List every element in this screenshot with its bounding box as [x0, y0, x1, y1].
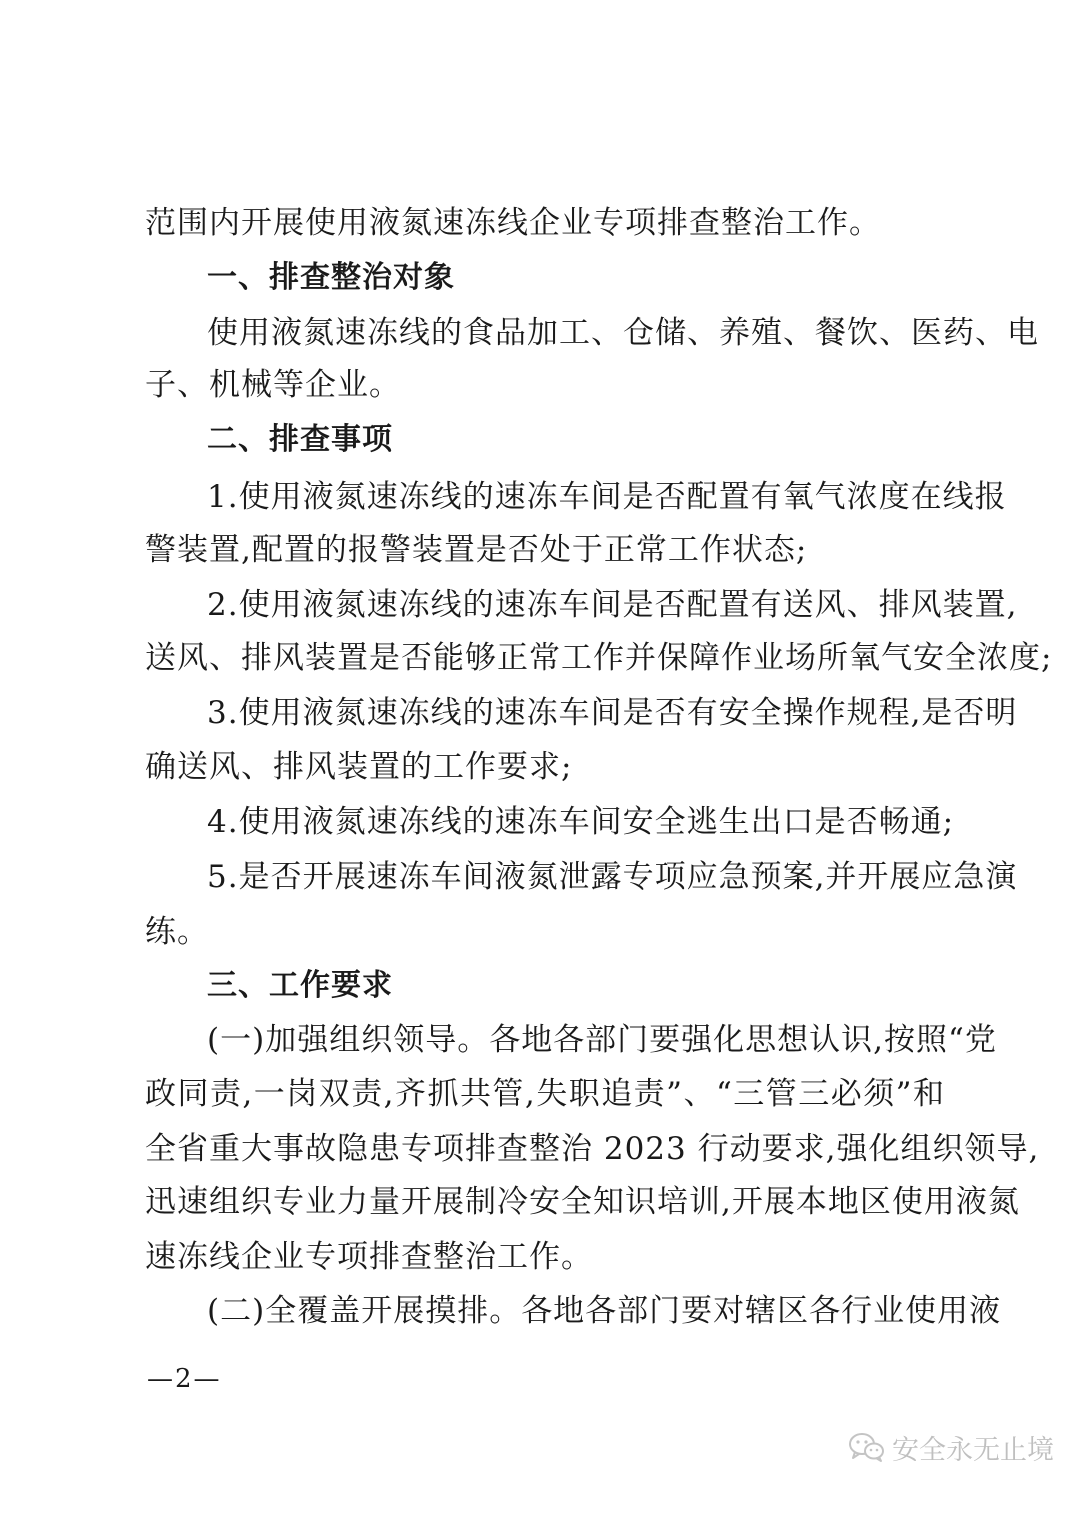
section-heading: 三、工作要求: [207, 968, 393, 1003]
text-line: 4.使用液氮速冻线的速冻车间安全逃生出口是否畅通;: [207, 804, 955, 840]
watermark: [848, 1425, 1058, 1469]
watermark-text: 安全永无止境: [892, 1434, 1054, 1466]
text-line: 全省重大事故隐患专项排查整治 2023 行动要求,强化组织领导,: [145, 1131, 1040, 1167]
page-number: —2—: [147, 1364, 222, 1394]
text-line: 速冻线企业专项排查整治工作。: [145, 1239, 593, 1275]
wechat-icon: [848, 1431, 886, 1463]
text-line: (一)加强组织领导。各地各部门要强化思想认识,按照“党: [207, 1022, 997, 1058]
text-line: 迅速组织专业力量开展制冷安全知识培训,开展本地区使用液氮: [145, 1184, 1020, 1220]
text-line: 子、机械等企业。: [145, 367, 401, 403]
text-line: 确送风、排风装置的工作要求;: [145, 749, 573, 785]
text-line: 警装置,配置的报警装置是否处于正常工作状态;: [145, 532, 808, 568]
text-line: 练。: [145, 914, 209, 950]
text-line: 政同责,一岗双责,齐抓共管,失职追责”、“三管三必须”和: [145, 1076, 945, 1112]
section-heading: 一、排查整治对象: [207, 260, 455, 295]
section-heading: 二、排查事项: [207, 422, 393, 457]
text-line: 3.使用液氮速冻线的速冻车间是否有安全操作规程,是否明: [207, 695, 1018, 731]
text-line: 范围内开展使用液氮速冻线企业专项排查整治工作。: [145, 205, 881, 241]
text-line: (二)全覆盖开展摸排。各地各部门要对辖区各行业使用液: [207, 1293, 1002, 1329]
text-line: 使用液氮速冻线的食品加工、仓储、养殖、餐饮、医药、电: [207, 315, 1039, 351]
text-line: 送风、排风装置是否能够正常工作并保障作业场所氧气安全浓度;: [145, 640, 1053, 676]
text-line: 5.是否开展速冻车间液氮泄露专项应急预案,并开展应急演: [207, 859, 1018, 895]
text-line: 2.使用液氮速冻线的速冻车间是否配置有送风、排风装置,: [207, 587, 1018, 623]
text-line: 1.使用液氮速冻线的速冻车间是否配置有氧气浓度在线报: [207, 479, 1007, 515]
